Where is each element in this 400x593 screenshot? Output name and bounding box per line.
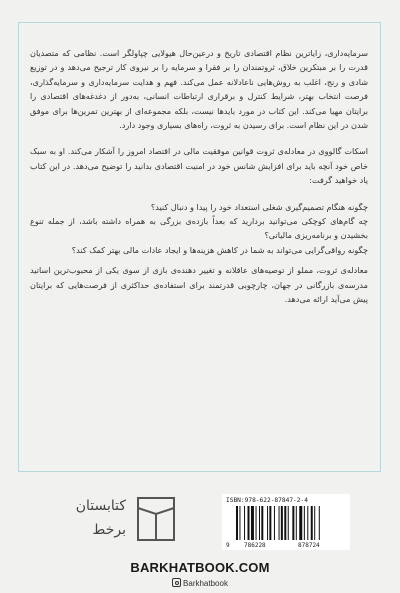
question-list — [30, 200, 368, 258]
blurb-text — [30, 46, 368, 319]
social-handle: Barkhatbook — [183, 579, 228, 588]
publisher-social — [0, 578, 400, 588]
instagram-icon — [172, 578, 181, 587]
publisher-website: BARKHATBOOK.COM — [130, 560, 270, 575]
paragraph-author: اسکات گالووی در معادله‌ی ثروت قوانین موفقیت مالی در اقتصاد امروز را آشکار می‌کند. او به سبک خاص خود آنچه باید برای افزایش شانس خود در امنیت اقتصادی بدانید را توضیح می‌دهد. در این کتاب یاد خواهید گرفت: — [30, 146, 368, 186]
barcode-group-1: 786228 — [244, 542, 266, 549]
barcode-first-digit: 9 — [226, 542, 230, 549]
publisher-logo — [64, 492, 180, 548]
open-book-icon — [136, 494, 176, 544]
barcode — [222, 494, 350, 550]
logo-line-1: کتابستان — [75, 498, 126, 514]
logo-line-2: برخط — [92, 522, 126, 538]
isbn-label: ISBN:978-622-87847-2-4 — [226, 497, 308, 504]
question-item-1: چگونه هنگام تصمیم‌گیری شغلی استعداد خود را پیدا و دنبال کنید؟ — [150, 201, 368, 212]
barcode-group-2: 878724 — [298, 542, 320, 549]
question-item-3: چگونه رواقی‌گرایی می‌تواند به شما در کاهش هزینه‌ها و ایجاد عادات مالی بهتر کمک کند؟ — [71, 244, 368, 255]
paragraph-closing: معادله‌ی ثروت، مملو از توصیه‌های عاقلانه و تغییر دهنده‌ی بازی از سوی یکی از محبوب‌ترین اساتید مدرسه‌ی بازرگانی در جهان، چارچوبی قدرتمند برای استفاده‌ی حداکثری از فرصت‌هایی که برایتان پیش می‌آید ارائه می‌دهد. — [30, 265, 368, 305]
cover-footer — [0, 472, 400, 593]
question-item-2: چه گام‌های کوچکی می‌توانید بردارید که بعداً بازده‌ی بزرگی به همراه داشته باشد، از جمله تنوع بخشیدن و برنامه‌ریزی مالیاتی؟ — [30, 216, 368, 241]
paragraph-intro: سرمایه‌داری، زایاترین نظام اقتصادی تاریخ و درعین‌حال هیولایی چپاولگر است. نظامی که متصدیان قدرت را بر مبتکرین خلاق، ثروتمندان را بر فقرا و سرمایه را بر نیروی کار ترجیح می‌دهد و در توزیع شادی و رنج، اغلب به روش‌هایی ناعادلانه عمل می‌کند. فهم و هدایت سرمایه‌داری و سرمایه‌گذاری، فرصت انتخاب بهتر، شرایط کنترل و برقراری ارتباطات انسانی، به‌دور از دغدغه‌های اقتصادی را برایتان مهیا می‌کند. این کتاب در مورد بایدها نیست، بلکه مجموعه‌ای از بهترین تمرین‌ها برای موفق شدن در این نظام است. برای رسیدن به ثروت، راه‌های بسیاری وجود دارد. — [30, 48, 368, 131]
barcode-bars — [236, 506, 346, 542]
